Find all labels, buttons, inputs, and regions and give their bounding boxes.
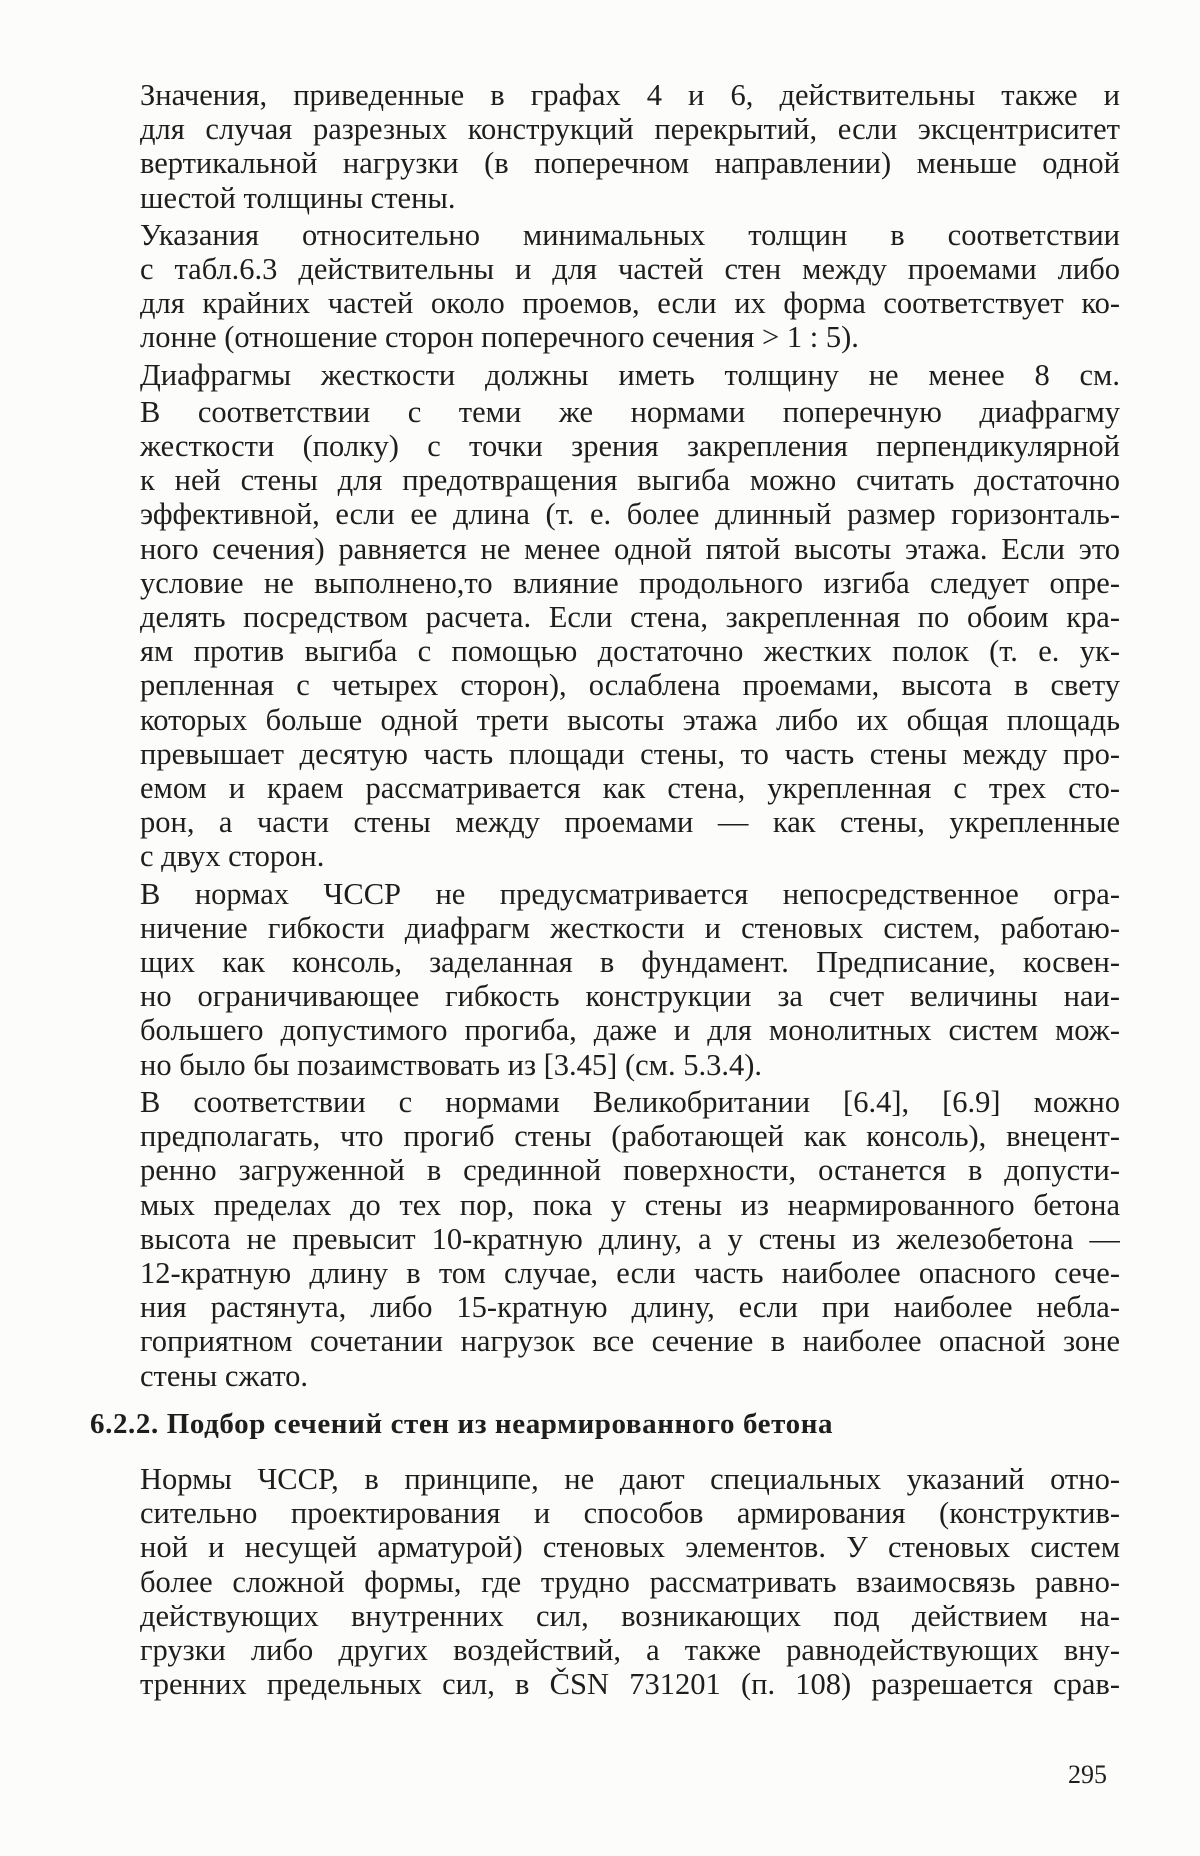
text-line: вертикальной нагрузки (в поперечном направлении) меньше одной <box>140 146 1120 181</box>
page-number: 295 <box>1068 1760 1107 1789</box>
text-line: высота не превысит 10-кратную длину, а у стены из железобетона — <box>140 1221 1120 1256</box>
text-line: В нормах ЧССР не предусматривается непосредственное огра- <box>140 876 1120 911</box>
text-line: ренно загруженной в срединной поверхности, останется в допусти- <box>140 1153 1120 1188</box>
text-line: которых больше одной трети высоты этажа либо их общая площадь <box>140 702 1120 737</box>
text-line: емом и краем рассматривается как стена, укрепленная с трех сто- <box>140 771 1120 806</box>
text-line: В соответствии с нормами Великобритании [6.4], [6.9] можно <box>140 1084 1120 1119</box>
paragraph <box>90 1462 1120 1701</box>
text-line: ной и несущей арматурой) стеновых элементов. У стеновых систем <box>140 1530 1120 1565</box>
paragraph <box>90 877 1120 1082</box>
section-heading: 6.2.2. Подбор сечений стен из неармированного бетона <box>90 1408 834 1440</box>
paragraph <box>90 358 1120 392</box>
text-line: мых пределах до тех пор, пока у стены из неармированного бетона <box>140 1187 1120 1222</box>
text-line: действующих внутренних сил, возникающих под действием на- <box>140 1598 1120 1633</box>
text-line: рон, а части стены между проемами — как стены, укрепленные <box>140 805 1120 840</box>
text-line: шестой толщины стены. <box>140 180 456 215</box>
text-line: условие не выполнено,то влияние продольного изгиба следует опре- <box>140 565 1120 600</box>
text-line: с двух сторон. <box>140 839 325 874</box>
text-line: стены сжато. <box>140 1358 309 1393</box>
text-line: сительно проектирования и способов армирования (конструктив- <box>140 1496 1120 1531</box>
text-line: более сложной формы, где трудно рассматривать взаимосвязь равно- <box>140 1564 1120 1599</box>
text-line: эффективной, если ее длина (т. е. более длинный размер горизонталь- <box>140 497 1120 532</box>
text-line: к ней стены для предотвращения выгиба можно считать достаточно <box>140 463 1120 498</box>
text-line: предполагать, что прогиб стены (работающей как консоль), внецент- <box>140 1119 1120 1154</box>
paragraph <box>90 218 1120 355</box>
text-line: ям против выгиба с помощью достаточно жестких полок (т. е. ук- <box>140 634 1120 669</box>
text-line: ния растянута, либо 15-кратную длину, если при наиболее небла- <box>140 1290 1120 1325</box>
text-line: для крайних частей около проемов, если их форма соответствует ко- <box>140 286 1120 321</box>
text-line: щих как консоль, заделанная в фундамент. Предписание, косвен- <box>140 945 1120 980</box>
text-line: ничение гибкости диафрагм жесткости и стеновых систем, работаю- <box>140 910 1120 945</box>
text-line: Указания относительно минимальных толщин в соответствии <box>140 217 1120 252</box>
text-line: для случая разрезных конструкций перекрытий, если эксцентриситет <box>140 112 1120 147</box>
text-line: лонне (отношение сторон поперечного сечения > 1 : 5). <box>140 320 859 355</box>
text-line: Нормы ЧССР, в принципе, не дают специальных указаний отно- <box>140 1462 1120 1496</box>
text-line: с табл.6.3 действительны и для частей стен между проемами либо <box>140 252 1120 287</box>
paragraph <box>90 78 1120 215</box>
text-line: большего допустимого прогиба, даже и для монолитных систем мож- <box>140 1013 1120 1048</box>
paragraph <box>90 1085 1120 1393</box>
text-line: 12-кратную длину в том случае, если часть наиболее опасного сече- <box>140 1255 1120 1290</box>
text-line: но было бы позаимствовать из [3.45] (см. 5.3.4). <box>140 1047 762 1082</box>
text-line: ного сечения) равняется не менее одной пятой высоты этажа. Если это <box>140 531 1120 566</box>
body-text-upper <box>90 78 1120 1396</box>
text-line: делять посредством расчета. Если стена, закрепленная по обоим кра- <box>140 600 1120 635</box>
text-line: В соответствии с теми же нормами поперечную диафрагму <box>140 394 1120 429</box>
paragraph <box>90 395 1120 874</box>
text-line: тренних предельных сил, в ČSN 731201 (п. 108) разрешается срав- <box>140 1667 1120 1702</box>
text-line: репленная с четырех сторон), ослаблена проемами, высота в свету <box>140 668 1120 703</box>
text-line: гоприятном сочетании нагрузок все сечение в наиболее опасной зоне <box>140 1324 1120 1359</box>
text-line: жесткости (полку) с точки зрения закрепления перпендикулярной <box>140 429 1120 464</box>
text-line: Значения, приведенные в графах 4 и 6, действительны также и <box>140 78 1120 112</box>
text-line: превышает десятую часть площади стены, то часть стены между про- <box>140 736 1120 771</box>
text-line: грузки либо других воздействий, а также равнодействующих вну- <box>140 1633 1120 1668</box>
text-line: Диафрагмы жесткости должны иметь толщину не менее 8 см. <box>140 357 1120 392</box>
text-line: но ограничивающее гибкость конструкции за счет величины наи- <box>140 979 1120 1014</box>
body-text-lower <box>90 1462 1120 1704</box>
